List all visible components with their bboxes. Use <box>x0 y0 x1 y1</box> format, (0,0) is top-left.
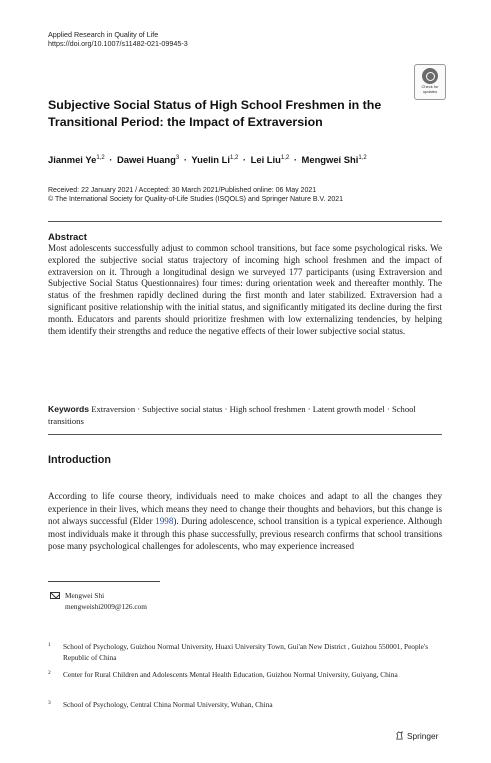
author-affiliation-ref: 1,2 <box>358 155 367 161</box>
intro-text-part: ). During adolescence, school transition is a typical experience. Although most individuals make it through this phase successfully, previous research confirms that school transitions pose many psychological challenges for adolescents, who may experience increased <box>48 516 443 551</box>
author-name[interactable]: Lei Liu <box>250 154 281 166</box>
section-heading-introduction: Introduction <box>48 454 111 466</box>
author-name[interactable]: Jianmei Ye <box>48 154 97 166</box>
author-separator: · <box>293 154 297 166</box>
publisher-logo <box>395 731 438 742</box>
author-affiliation-ref: 3 <box>175 155 180 161</box>
author-separator: · <box>109 154 113 166</box>
springer-horse-icon <box>395 731 404 740</box>
copyright-line: © The International Society for Quality-of-Life Studies (ISQOLS) and Springer Nature B.V. 2021 <box>48 196 344 203</box>
abstract-heading: Abstract <box>48 232 87 243</box>
author-name[interactable]: Mengwei Shi <box>301 154 359 166</box>
keywords-text: Extraversion · Subjective social status · High school freshmen · Latent growth model · School transitions <box>48 404 416 426</box>
affiliation-text: School of Psychology, Central China Normal University, Wuhan, China <box>63 700 273 709</box>
footnote-rule <box>48 581 160 582</box>
corresponding-author-email[interactable]: mengweishi2009@126.com <box>65 602 147 611</box>
article-title: Subjective Social Status of High School Freshmen in the Transitional Period: the Impact of Extraversion <box>48 98 382 129</box>
affiliation <box>48 670 442 681</box>
intro-text-part: According to life course theory, individuals need to make choices and adapt to all the changes they experience in their lives, which means they need to change their thoughts and behaviors, but this change is not always successful (Elder <box>48 491 442 526</box>
corresponding-author-name: Mengwei Shi <box>65 591 105 600</box>
author-list <box>48 152 468 166</box>
affiliation-number: 3 <box>48 700 51 706</box>
badge-line2: updates <box>422 88 438 94</box>
affiliation <box>48 642 442 663</box>
keywords <box>48 404 442 427</box>
journal-doi[interactable]: https://doi.org/10.1007/s11482-021-09945-3 <box>48 39 188 48</box>
author-affiliation-ref: 1,2 <box>96 155 105 161</box>
author-separator: · <box>242 154 247 166</box>
author-name[interactable]: Dawei Huang <box>117 154 176 166</box>
affiliation-text: Center for Rural Children and Adolescents Mental Health Education, Guizhou Normal University, Guiyang, China <box>63 670 398 679</box>
abstract-top-rule <box>48 221 442 222</box>
publication-dates: Received: 22 January 2021 / Accepted: 30 March 2021/Published online: 06 May 2021 <box>48 187 317 194</box>
author-affiliation-ref: 1,2 <box>280 155 290 161</box>
publication-history <box>48 186 468 204</box>
affiliation <box>48 700 442 711</box>
mail-icon <box>50 592 60 599</box>
check-for-updates-icon <box>422 68 438 84</box>
author-separator: · <box>183 154 187 166</box>
abstract-bottom-rule <box>48 434 442 435</box>
author-affiliation-ref: 1,2 <box>229 155 239 161</box>
journal-header <box>48 30 188 48</box>
check-for-updates-badge[interactable] <box>414 64 446 100</box>
badge-line1: Check for <box>421 84 439 89</box>
citation-link[interactable]: 1998 <box>155 516 174 526</box>
author-name[interactable]: Yuelin Li <box>191 154 230 166</box>
affiliation-number: 2 <box>48 670 51 676</box>
affiliation-text: School of Psychology, Guizhou Normal University, Huaxi University Town, Gui'an New District , Guizhou 550001, People's Republic of China <box>63 642 429 662</box>
publisher-name: Springer <box>407 731 439 741</box>
affiliation-number: 1 <box>48 642 51 648</box>
journal-name: Applied Research in Quality of Life <box>48 30 159 39</box>
abstract-text: Most adolescents successfully adjust to common school transitions, but face some psychological risks. We explored the subjective social status trajectory of incoming high school freshmen and the impact of extraversion on it. Through a longitudinal design we surveyed 177 participants (using Extraversion and Subjective Social Status Questionnaires) four times: during orientation week and thereafter monthly. The status of the freshmen rapidly declined during the first month and later stabilized. Extraversion had a significant positive relationship with the initial status, and significantly mitigated its decline during the first month. Educators and parents should prioritize freshmen with low externalizing tendencies, by helping them identify their strengths and reduce the negative effects of their lower subjective social status. <box>48 243 442 336</box>
corresponding-author <box>65 590 147 612</box>
keywords-label: Keywords <box>48 404 90 414</box>
introduction-paragraph <box>48 490 442 553</box>
